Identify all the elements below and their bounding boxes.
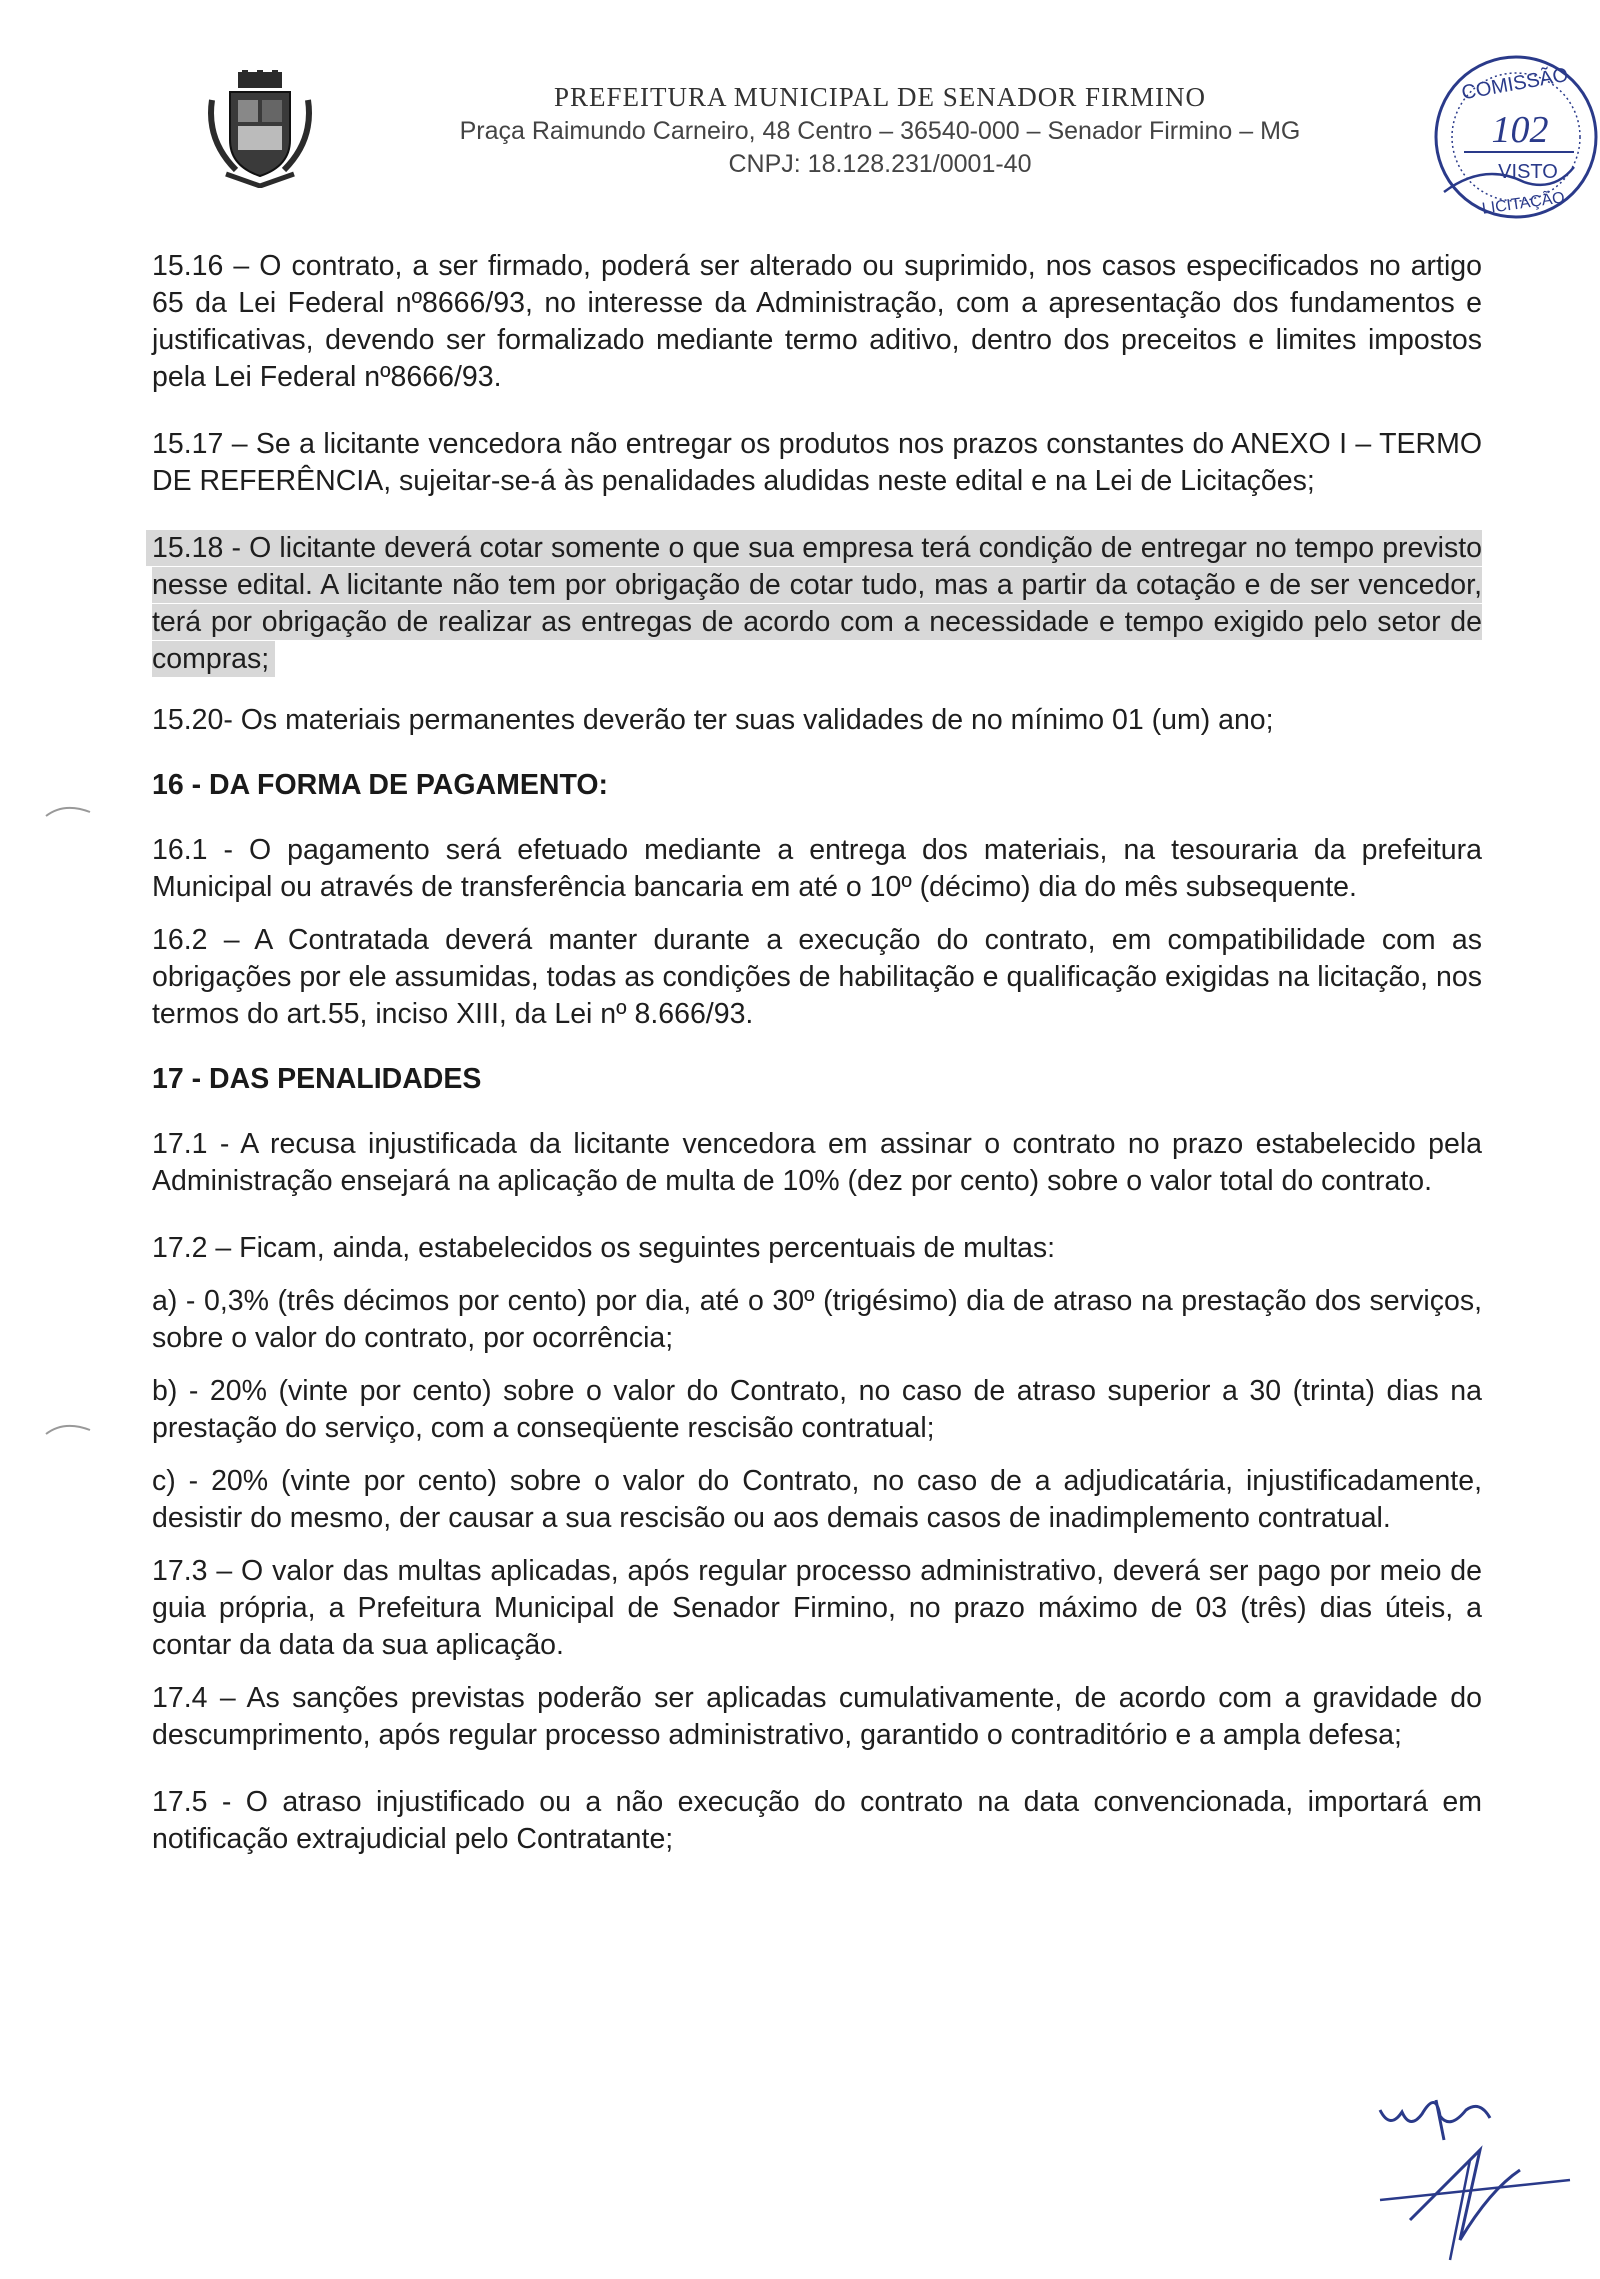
clause-17-2-b: b) - 20% (vinte por cento) sobre o valor do Contrato, no caso de atraso superior a 30 (trinta) dias na prestação do serviço, com a conseqüente rescisão contratual; [152,1375,1482,1444]
municipality-address: Praça Raimundo Carneiro, 48 Centro – 36540-000 – Senador Firmino – MG [459,117,1301,145]
section-heading-17: 17 - DAS PENALIDADES [152,1063,482,1095]
clause-15-16: 15.16 – O contrato, a ser firmado, poderá ser alterado ou suprimido, nos casos especificados no artigo 65 da Lei Federal nº8666/93, no interesse da Administração, com a apresentação dos fundamentos e justificativas, devendo ser formalizado mediante termo aditivo, dentro dos preceitos e limites impostos pela Lei Federal nº8666/93. [152,250,1482,393]
clause-17-1: 17.1 - A recusa injustificada da licitante vencedora em assinar o contrato no prazo estabelecido pela Administração ensejará na aplicação de multa de 10% (dez por cento) sobre o valor total do contrato. [152,1128,1482,1197]
section-heading-16: 16 - DA FORMA DE PAGAMENTO: [152,769,609,801]
stamp-top-text: COMISSÃO [1459,63,1570,105]
clause-15-18 [152,530,1482,678]
clause-17-4: 17.4 – As sanções previstas poderão ser aplicadas cumulativamente, de acordo com a gravidade do descumprimento, após regular processo administrativo, garantido o contraditório e a ampla defesa; [152,1682,1482,1751]
document-body [152,248,1482,1888]
clause-17-3: 17.3 – O valor das multas aplicadas, após regular processo administrativo, deverá ser pago por meio de guia própria, a Prefeitura Municipal de Senador Firmino, no prazo máximo de 03 (três) dias úteis, a contar da data da sua aplicação. [152,1555,1482,1661]
clause-17-2: 17.2 – Ficam, ainda, estabelecidos os seguintes percentuais de multas: [152,1232,1056,1264]
municipality-cnpj: CNPJ: 18.128.231/0001-40 [728,150,1032,178]
clause-17-2-a: a) - 0,3% (três décimos por cento) por dia, até o 30º (trigésimo) dia de atraso na prestação dos serviços, sobre o valor do contrato, por ocorrência; [152,1285,1482,1354]
stamp-visto-text: VISTO [1498,161,1558,183]
stamp-bottom-text: LICITAÇÃO [1480,189,1566,218]
clause-17-2-c: c) - 20% (vinte por cento) sobre o valor do Contrato, no caso de a adjudicatária, injustificadamente, desistir do mesmo, der causar a sua rescisão ou aos demais casos de inadimplemento contratual. [152,1465,1482,1534]
clause-17-5: 17.5 - O atraso injustificado ou a não execução do contrato na data convencionada, importará em notificação extrajudicial pelo Contratante; [152,1786,1482,1855]
letterhead [380,82,1380,179]
stamp-page-number: 102 [1491,109,1549,151]
clause-15-20: 15.20- Os materiais permanentes deverão ter suas validades de no mínimo 01 (um) ano; [152,704,1274,736]
clause-16-1: 16.1 - O pagamento será efetuado mediante a entrega dos materiais, na tesouraria da prefeitura Municipal ou através de transferência bancaria em até o 10º (décimo) dia do mês subsequente. [152,834,1482,903]
margin-mark-icon [44,800,94,820]
municipal-crest-icon [206,70,314,188]
clause-15-17: 15.17 – Se a licitante vencedora não entregar os produtos nos prazos constantes do ANEXO I – TERMO DE REFERÊNCIA, sujeitar-se-á às penalidades aludidas neste edital e na Lei de Licitações; [152,428,1482,497]
margin-mark-icon [44,1418,94,1438]
clause-16-2: 16.2 – A Contratada deverá manter durante a execução do contrato, em compatibilidade com as obrigações por ele assumidas, todas as condições de habilitação e qualificação exigidas na licitação, nos termos do art.55, inciso XIII, da Lei nº 8.666/93. [152,924,1482,1030]
highlighted-text: 15.18 - O licitante deverá cotar somente o que sua empresa terá condição de entregar no tempo previsto nesse edital. A licitante não tem por obrigação de cotar tudo, mas a partir da cotação e de ser vencedor, terá por obrigação de realizar as entregas de acordo com a necessidade e tempo exigido pelo setor de compras; [146,530,1482,677]
commission-stamp-icon [1424,42,1600,232]
municipality-name: PREFEITURA MUNICIPAL DE SENADOR FIRMINO [553,82,1207,112]
handwritten-signature-icon [1340,2070,1580,2270]
